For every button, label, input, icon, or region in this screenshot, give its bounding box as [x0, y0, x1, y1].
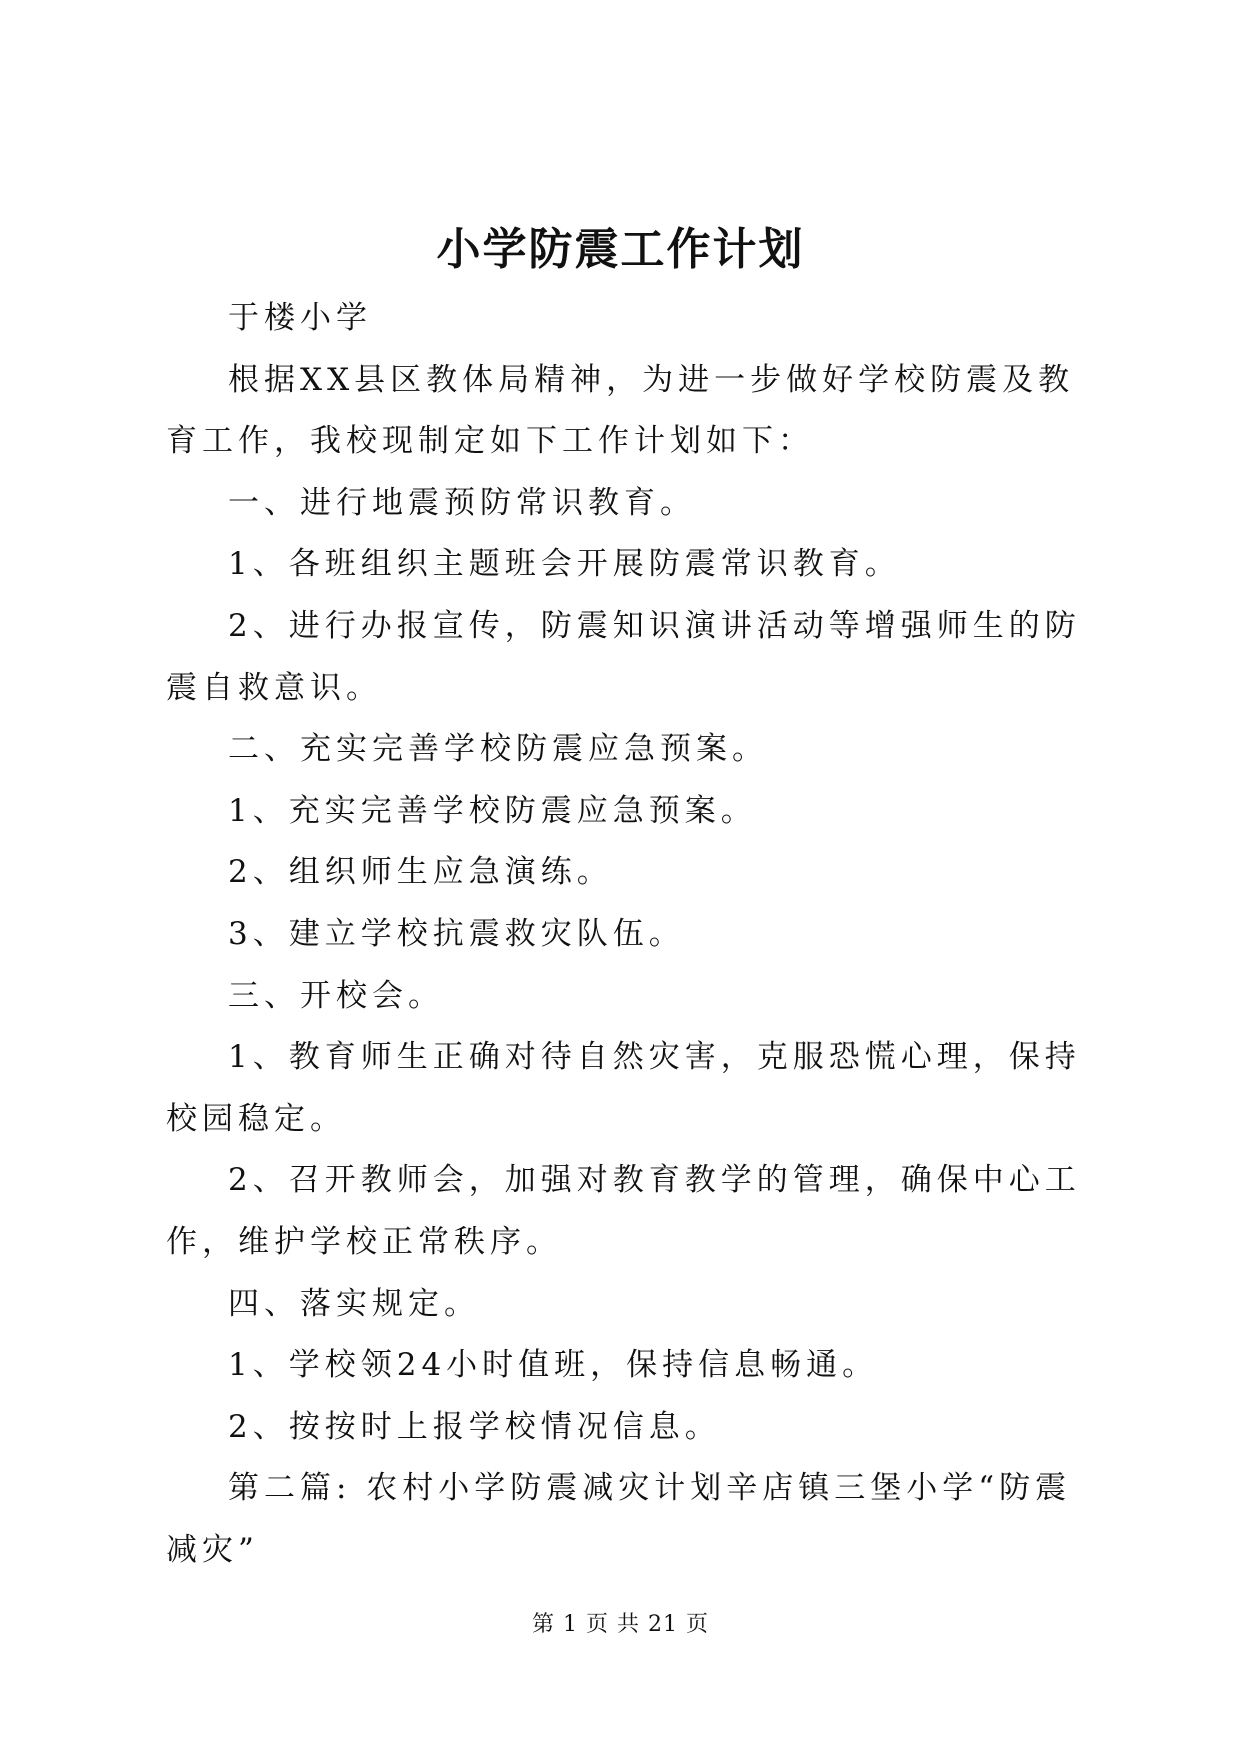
- list-item: 1、充实完善学校防震应急预案。: [228, 792, 757, 829]
- list-item: 1、各班组织主题班会开展防震常识教育。: [228, 546, 901, 583]
- list-item: 2、按按时上报学校情况信息。: [228, 1408, 721, 1445]
- document-title: 小学防震工作计划: [436, 224, 805, 275]
- page-number-footer: 第 1 页 共 21 页: [532, 1612, 709, 1637]
- section-heading-4: 四、落实规定。: [228, 1285, 480, 1322]
- section-heading-3: 三、开校会。: [228, 977, 444, 1014]
- list-item: 1、教育师生正确对待自然灾害，克服恐慌心理，保持校园稳定。: [166, 1039, 1081, 1137]
- paragraph-next-chapter: 第二篇: 农村小学防震减灾计划辛店镇三堡小学“防震减灾”: [166, 1470, 1072, 1568]
- list-item: 2、进行办报宣传，防震知识演讲活动等增强师生的防震自救意识。: [166, 607, 1081, 706]
- list-item: 1、学校领24小时值班，保持信息畅通。: [228, 1347, 879, 1384]
- section-heading-2: 二、充实完善学校防震应急预案。: [228, 731, 768, 768]
- paragraph-school-name: 于楼小学: [228, 300, 372, 336]
- list-item: 3、建立学校抗震救灾队伍。: [228, 915, 685, 952]
- list-item: 2、组织师生应急演练。: [228, 854, 613, 891]
- document-body: [166, 288, 1086, 1581]
- list-item: 2、召开教师会，加强对教育教学的管理，确保中心工作，维护学校正常秩序。: [166, 1162, 1081, 1260]
- section-heading-1: 一、进行地震预防常识教育。: [228, 484, 696, 521]
- paragraph-intro: 根据XX县区教体局精神，为进一步做好学校防震及教育工作，我校现制定如下工作计划如下：: [166, 361, 1075, 460]
